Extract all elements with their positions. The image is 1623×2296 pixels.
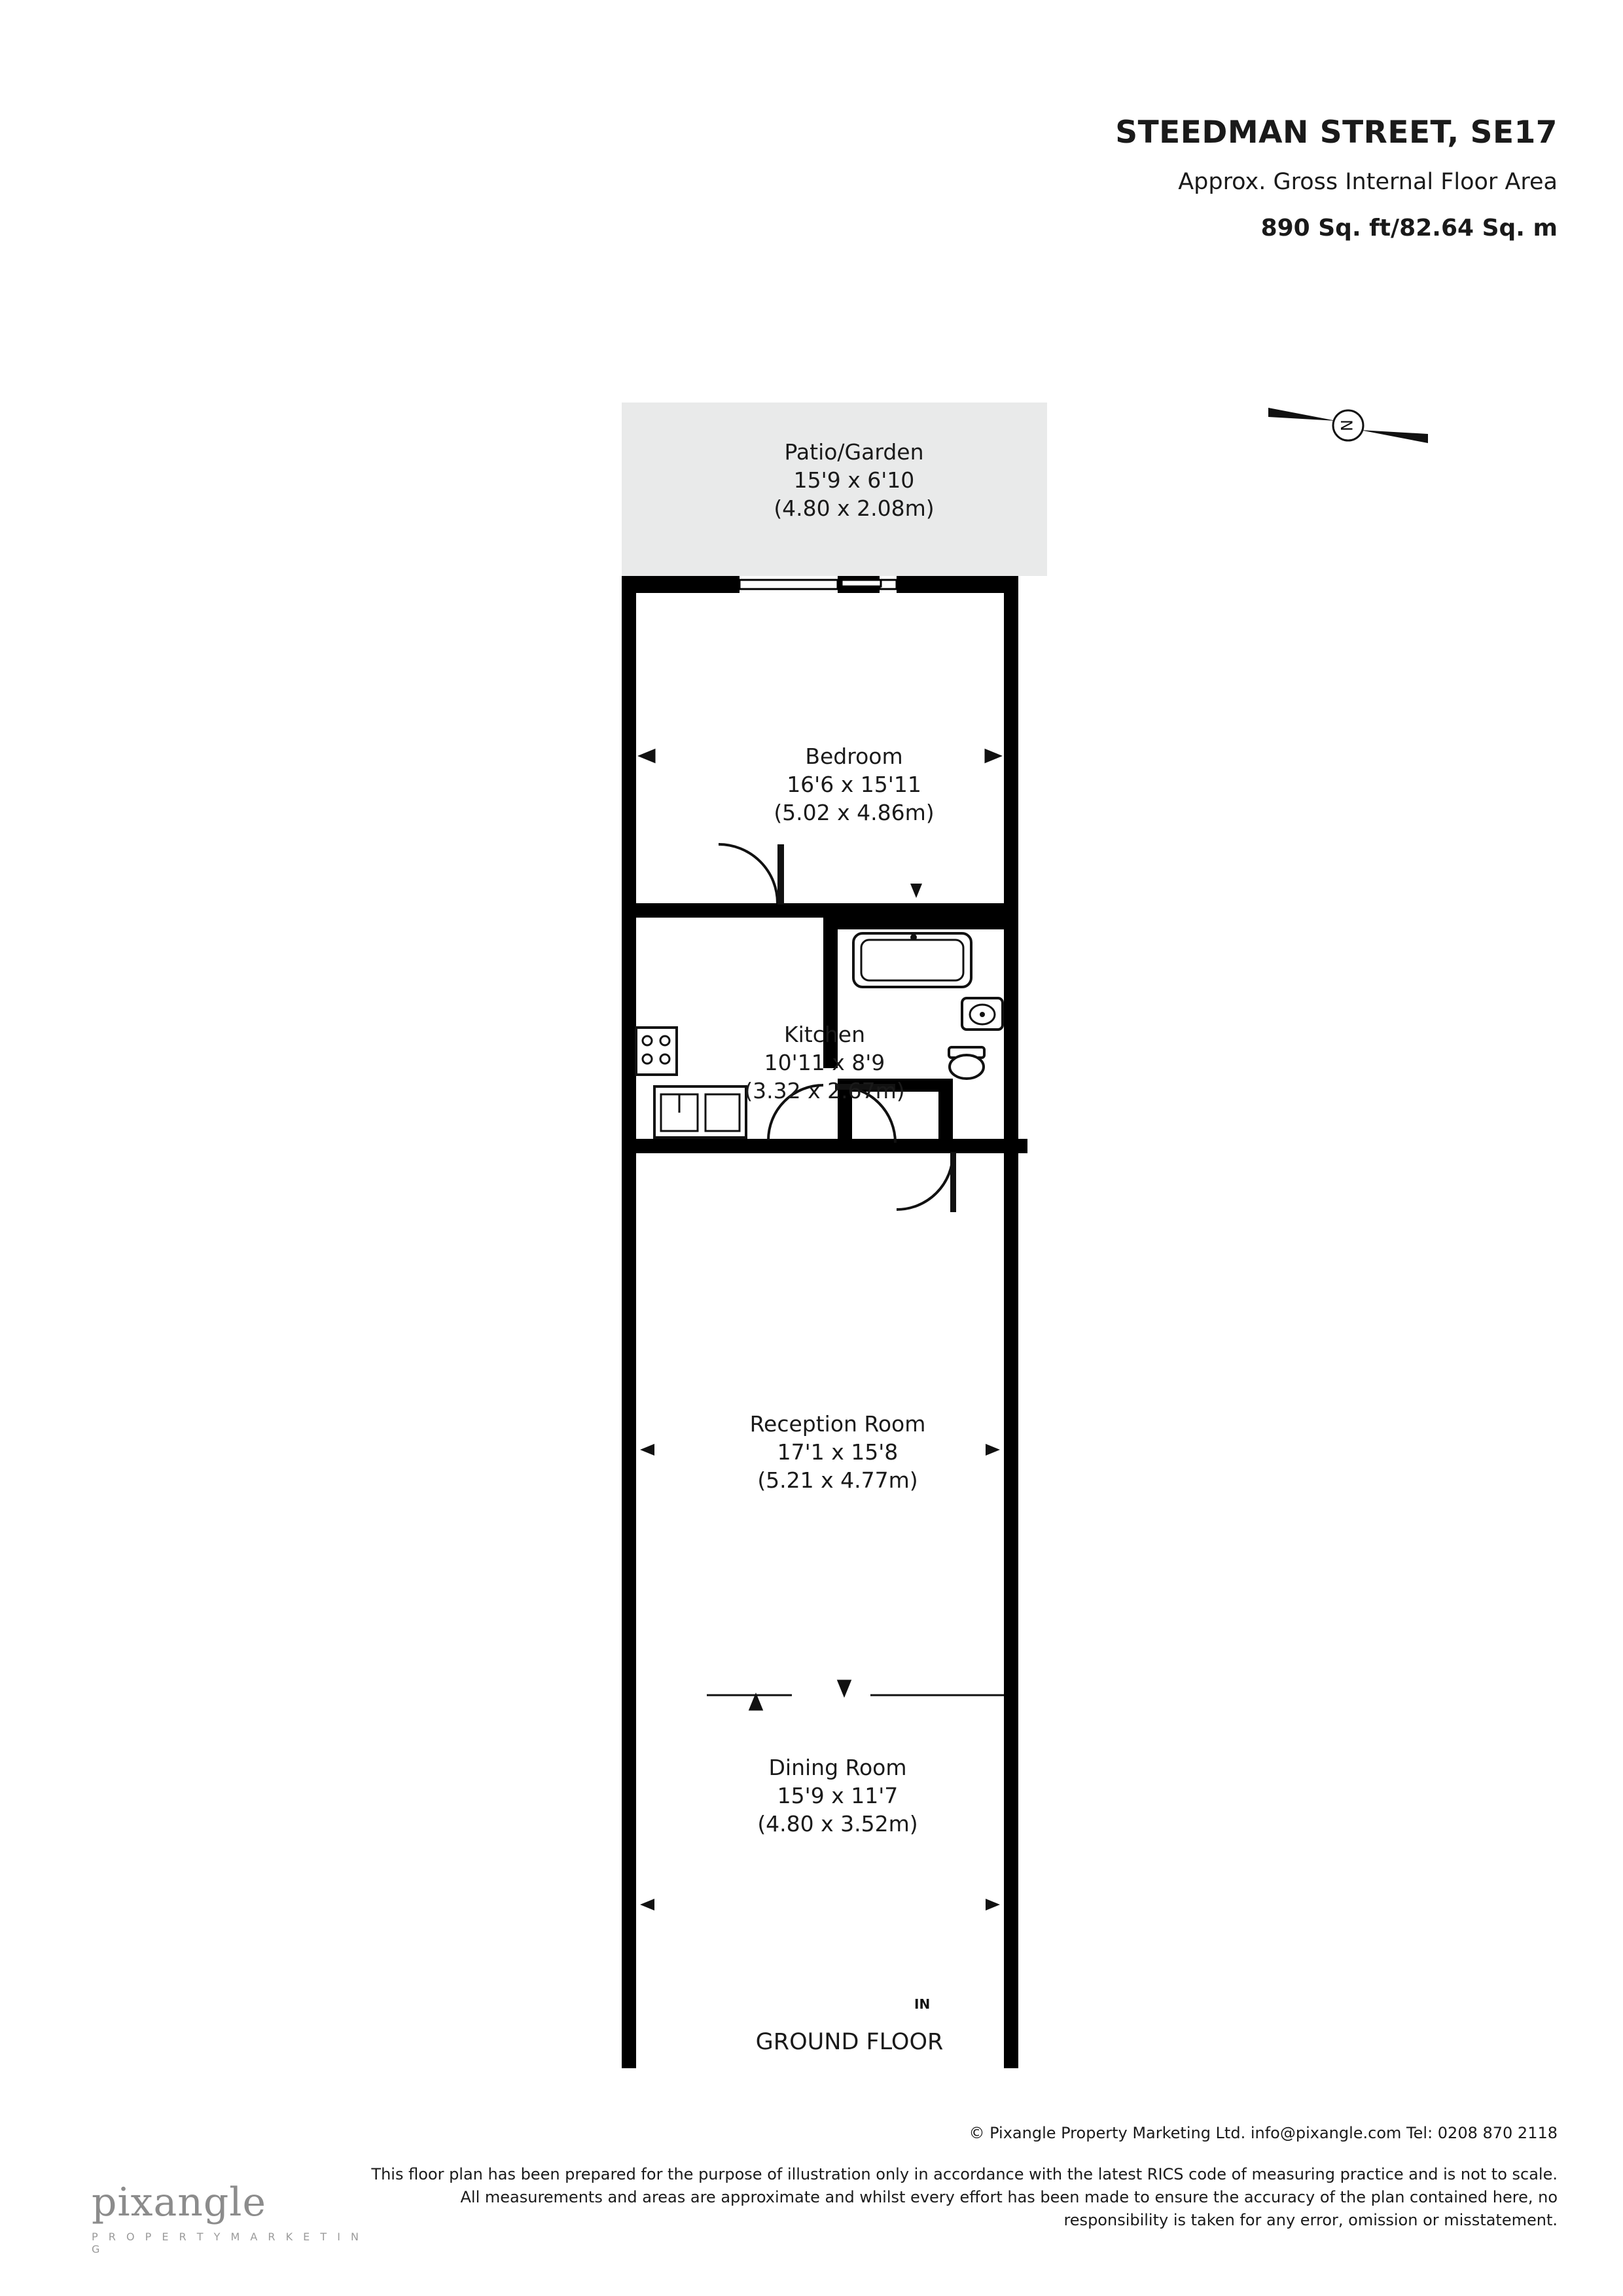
- logo-word-second: angle: [153, 2179, 266, 2225]
- dimension-arrow-bedroom-right: [910, 884, 922, 898]
- room-dim-ft: 15'9 x 11'7: [777, 1782, 899, 1808]
- room-name: Bedroom: [805, 744, 903, 769]
- room-dim-ft: 10'11 x 8'9: [764, 1049, 885, 1075]
- room-dim-m: (4.80 x 3.52m): [757, 1810, 918, 1837]
- room-name: Patio/Garden: [784, 439, 924, 465]
- logo-tagline: P R O P E R T Y M A R K E T I N G: [92, 2231, 363, 2255]
- room-name: Dining Room: [768, 1755, 907, 1780]
- room-name: Reception Room: [749, 1411, 926, 1437]
- floor-area-caption: Approx. Gross Internal Floor Area: [1178, 169, 1558, 195]
- room-dim-ft: 16'6 x 15'11: [787, 771, 921, 797]
- entrance-label: IN: [914, 1996, 931, 2012]
- room-label-reception-room: [687, 1410, 988, 1495]
- room-dim-m: (3.32 x 2.67m): [744, 1077, 905, 1103]
- brand-logo: [92, 2179, 366, 2255]
- room-dim-m: (5.02 x 4.86m): [774, 799, 935, 825]
- plan-header: [1115, 115, 1558, 242]
- compass-north-label: N: [1337, 420, 1355, 431]
- disclaimer-text: This floor plan has been prepared for the purpose of illustration only in accordance with the latest RICS code of measuring practice and is not to scale. All measurements and areas are approximate and whilst every effort has been made to ensure the accuracy of the plan contained here, no responsibility is taken for any error, omission or misstatement.: [371, 2165, 1558, 2229]
- logo-word-first: pix: [92, 2179, 154, 2225]
- dimension-divider-reception-dining: [707, 1681, 1004, 1710]
- bathtub-icon: [853, 933, 971, 987]
- washbasin-icon: [962, 998, 1003, 1030]
- room-dim-ft: 15'9 x 6'10: [793, 467, 915, 493]
- room-label-patio-garden: [717, 439, 991, 523]
- dimension-arrows-dining: [640, 1899, 1000, 1910]
- room-label-kitchen: [687, 1021, 962, 1105]
- hob-icon: [636, 1028, 677, 1075]
- logo-wordmark: [92, 2179, 366, 2225]
- room-dim-m: (4.80 x 2.08m): [774, 495, 935, 521]
- room-label-dining-room: [694, 1754, 982, 1839]
- room-dim-m: (5.21 x 4.77m): [757, 1467, 918, 1493]
- room-label-bedroom: [717, 743, 991, 827]
- room-name: Kitchen: [783, 1022, 866, 1047]
- floor-level-label: GROUND FLOOR: [755, 2029, 944, 2055]
- floor-area-value: 890 Sq. ft/82.64 Sq. m: [1260, 215, 1558, 242]
- copyright-text: © Pixangle Property Marketing Ltd. info@pixangle.com Tel: 0208 870 2118: [969, 2124, 1558, 2142]
- door-bedroom-icon: [719, 844, 784, 905]
- door-hall-icon: [897, 1152, 956, 1212]
- room-dim-ft: 17'1 x 15'8: [777, 1439, 899, 1465]
- page-title: STEEDMAN STREET, SE17: [1115, 115, 1558, 151]
